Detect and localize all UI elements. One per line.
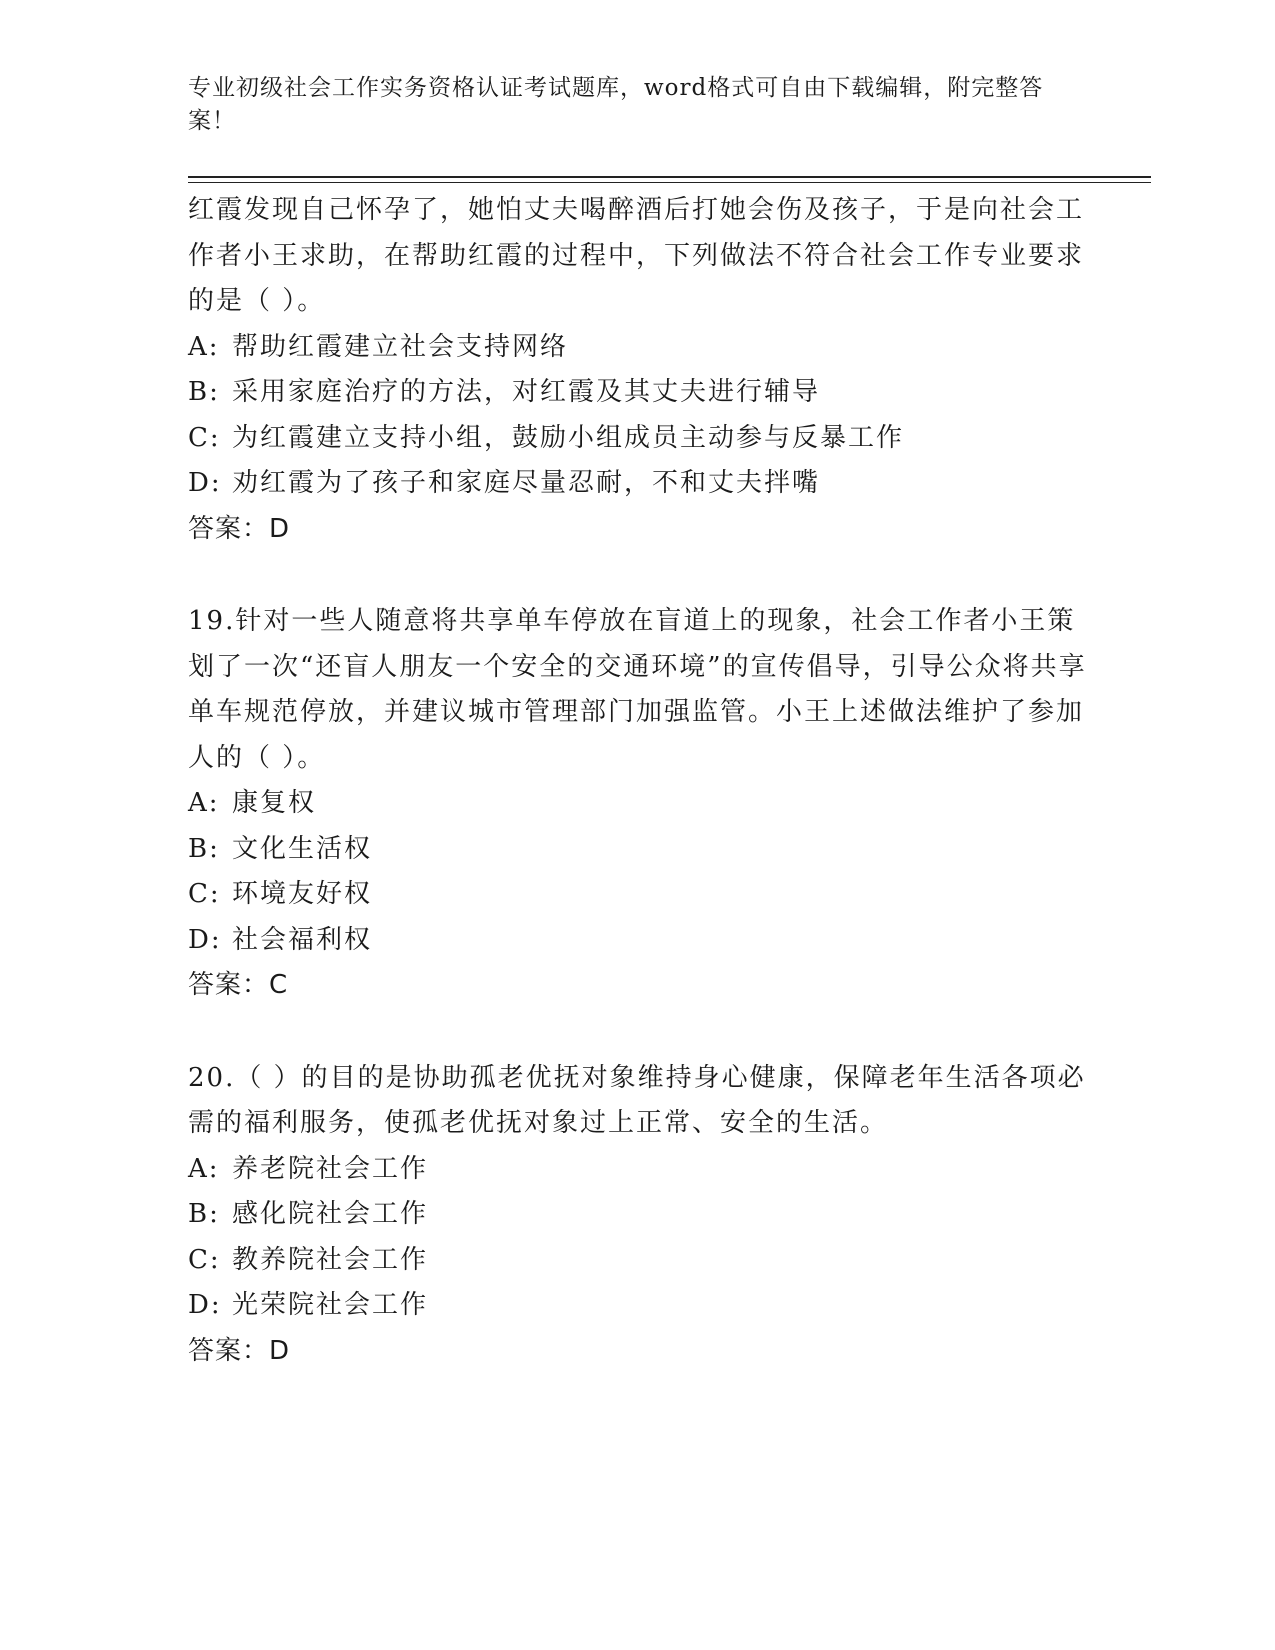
option-text: 帮助红霞建立社会支持网络 [232,331,569,362]
option-b [188,370,1088,416]
option-letter: A: [188,331,220,362]
option-letter: A: [188,788,220,818]
option-text: 养老院社会工作 [232,1153,429,1184]
option-c [188,1238,1088,1284]
option-letter: A: [188,1153,220,1184]
option-text: 光荣院社会工作 [232,1290,429,1320]
option-letter: C: [188,422,221,453]
option-d [188,918,1088,964]
option-a [188,781,1088,827]
option-text: 教养院社会工作 [232,1244,429,1275]
option-letter: B: [188,833,220,864]
option-letter: D: [188,468,222,498]
option-letter: C: [188,1244,221,1275]
option-text: 环境友好权 [232,879,373,909]
question-item [188,188,1088,552]
option-text: 采用家庭治疗的方法，对红霞及其丈夫进行辅导 [232,377,821,407]
option-b [188,827,1088,873]
page-header: 专业初级社会工作实务资格认证考试题库，word格式可自由下载编辑，附完整答案！ [188,75,1044,134]
option-text: 感化院社会工作 [232,1199,429,1229]
question-stem: 20.（ ）的目的是协助孤老优抚对象维持身心健康，保障老年生活各项必需的福利服务，使孤老优抚对象过上正常、安全的生活。 [188,1062,1086,1138]
question-stem: 红霞发现自己怀孕了，她怕丈夫喝醉酒后打她会伤及孩子，于是向社会工作者小王求助，在帮助红霞的过程中，下列做法不符合社会工作专业要求的是（ ）。 [188,195,1085,316]
option-letter: D: [188,1290,222,1320]
answer-line: 答案：D [188,513,291,544]
question-stem: 19.针对一些人随意将共享单车停放在盲道上的现象，社会工作者小王策划了一次“还盲人朋友一个安全的交通环境”的宣传倡导，引导公众将共享单车规范停放，并建议城市管理部门加强监管。小王上述做法维护了参加人的（ ）。 [188,606,1087,773]
answer-line: 答案：C [188,970,289,1000]
option-text: 社会福利权 [232,924,373,955]
question-item [188,1056,1088,1375]
header-divider-thin [188,182,1151,183]
option-letter: C: [188,879,221,909]
option-text: 康复权 [232,788,317,818]
option-letter: D: [188,924,222,955]
option-d [188,1283,1088,1329]
answer-line: 答案：D [188,1335,291,1366]
option-text: 为红霞建立支持小组，鼓励小组成员主动参与反暴工作 [232,422,905,453]
option-letter: B: [188,1199,220,1229]
option-d [188,461,1088,507]
option-text: 劝红霞为了孩子和家庭尽量忍耐，不和丈夫拌嘴 [232,468,821,498]
option-text: 文化生活权 [232,833,373,864]
option-b [188,1192,1088,1238]
option-c [188,416,1088,462]
question-list [188,188,1088,1374]
option-letter: B: [188,377,220,407]
option-a [188,325,1088,371]
header-divider-thick [188,176,1151,178]
option-a [188,1147,1088,1193]
question-item [188,599,1088,1009]
option-c [188,872,1088,918]
